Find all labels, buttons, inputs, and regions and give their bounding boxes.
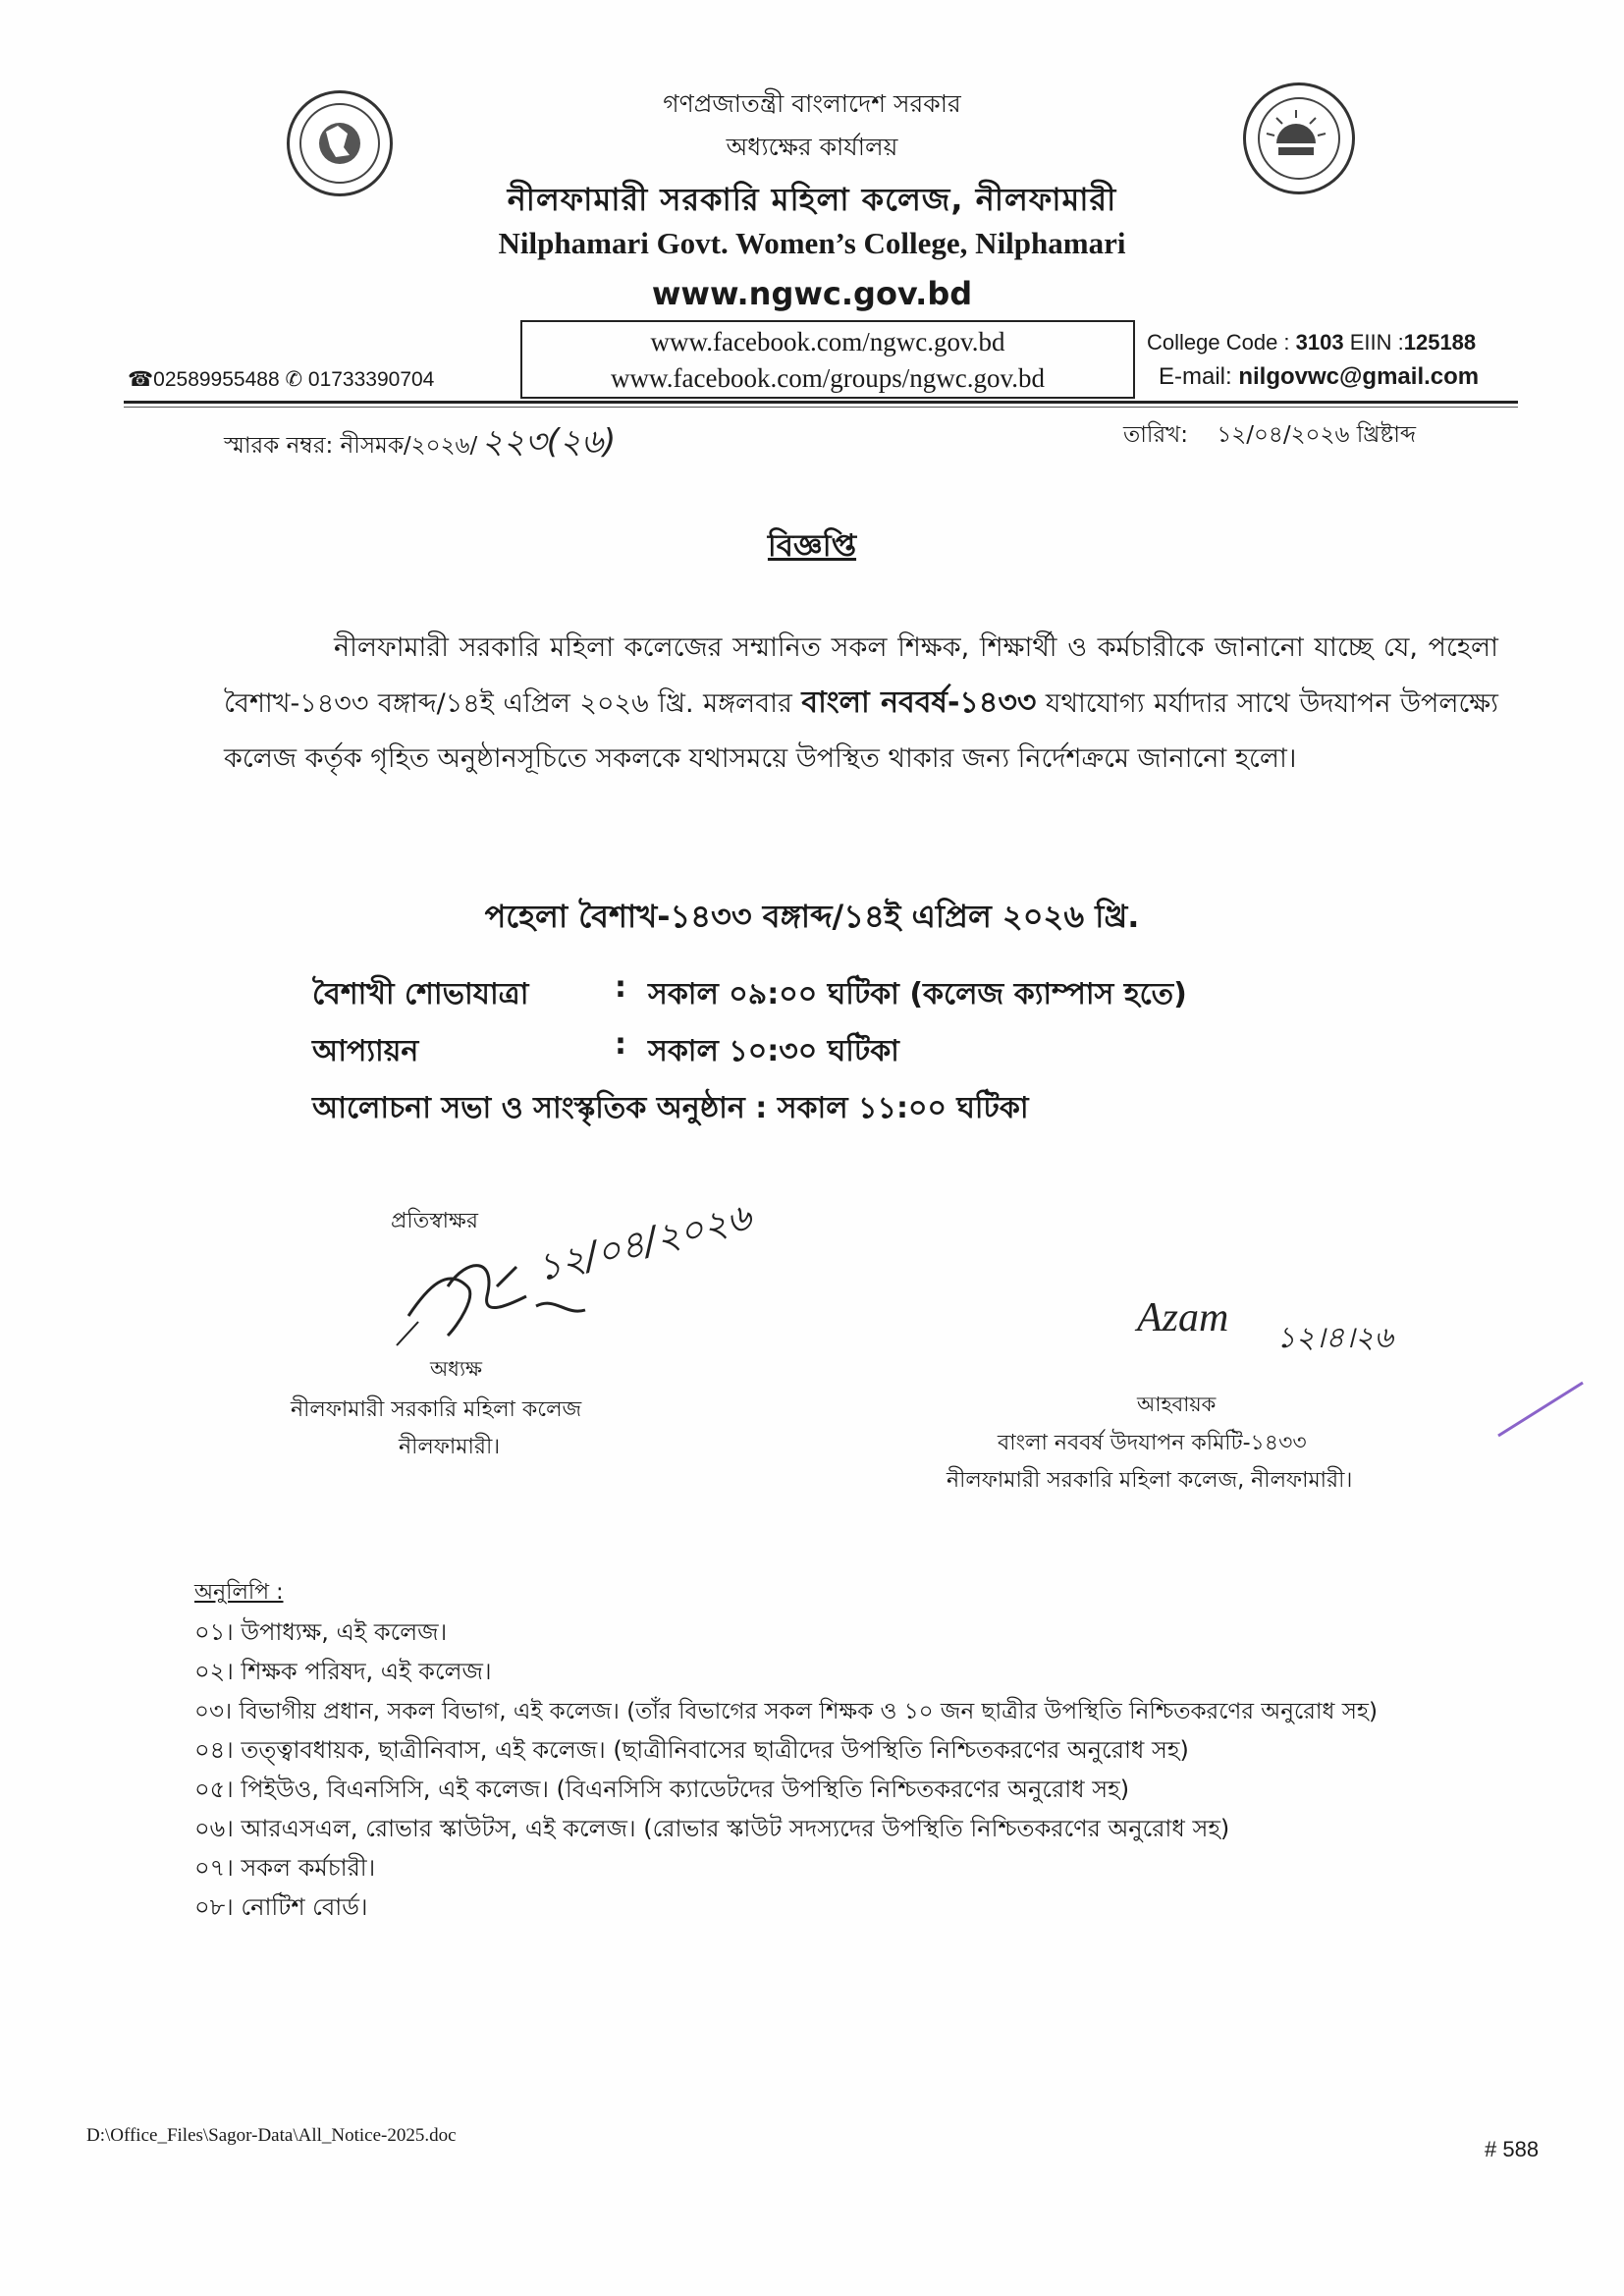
stray-pen-mark bbox=[1492, 1375, 1591, 1444]
facebook-page-link[interactable]: www.facebook.com/ngwc.gov.bd bbox=[650, 327, 1005, 356]
notice-body bbox=[224, 621, 1498, 787]
cc-list bbox=[194, 1614, 1490, 1929]
convener-signature-date: ১২।৪।২৬ bbox=[1276, 1321, 1393, 1355]
program-heading: পহেলা বৈশাখ-১৪৩৩ বঙ্গাব্দ/১৪ই এপ্রিল ২০২৬ খ্রি. bbox=[484, 898, 1140, 935]
college-website[interactable]: www.ngwc.gov.bd bbox=[651, 275, 973, 312]
left-signatory-org: নীলফামারী সরকারি মহিলা কলেজ bbox=[291, 1397, 582, 1422]
cc-label: অনুলিপি : bbox=[194, 1580, 284, 1605]
right-signatory-title: আহবায়ক bbox=[1137, 1393, 1217, 1416]
program-time: সকাল ১০:৩০ ঘটিকা bbox=[648, 1034, 899, 1068]
countersign-label: প্রতিস্বাক্ষর bbox=[391, 1209, 478, 1233]
program-time: সকাল ০৯:০০ ঘটিকা (কলেজ ক্যাম্পাস হতে) bbox=[648, 977, 1187, 1011]
convener-signature: Azam bbox=[1137, 1295, 1229, 1340]
body-part-2: যথাযোগ্য মর্যাদার সাথে উদযাপন উপলক্ষ্যে কলেজ কর্তৃক গৃহিত অনুষ্ঠানসূচিতে সকলকে যথাসময়ে উপস্থিত থাকার জন্য নির্দেশক্রমে জানানো হলো। bbox=[224, 688, 1498, 774]
college-code-value: 3103 bbox=[1295, 330, 1344, 355]
cc-item: ০৮। নোটিশ বোর্ড। bbox=[194, 1893, 368, 1921]
college-name-bn: নীলফামারী সরকারি মহিলা কলেজ, নীলফামারী bbox=[507, 181, 1117, 218]
email-value[interactable]: nilgovwc@gmail.com bbox=[1238, 363, 1480, 390]
cc-item: ০১। উপাধ্যক্ষ, এই কলেজ। bbox=[194, 1618, 448, 1646]
date-label: তারিখ: bbox=[1123, 422, 1189, 448]
memo-handwritten-number: ২২৩(২৬) bbox=[481, 422, 617, 462]
notice-title: বিজ্ঞপ্তি bbox=[767, 528, 857, 564]
program-separator: : bbox=[615, 970, 626, 1005]
program-separator: : bbox=[755, 1091, 768, 1125]
cc-item: ০৬। আরএসএল, রোভার স্কাউটস, এই কলেজ। (রোভার স্কাউট সদস্যদের উপস্থিতি নিশ্চিতকরণের অনুরোধ সহ) bbox=[194, 1815, 1230, 1842]
eiin-label: EIIN : bbox=[1343, 330, 1404, 355]
memo-number bbox=[224, 416, 616, 472]
eiin-value: 125188 bbox=[1403, 330, 1477, 355]
right-signatory-org: নীলফামারী সরকারি মহিলা কলেজ, নীলফামারী। bbox=[947, 1468, 1353, 1493]
program-time: সকাল ১১:০০ ঘটিকা bbox=[777, 1091, 1029, 1125]
cc-item: ০৩। বিভাগীয় প্রধান, সকল বিভাগ, এই কলেজ। (তাঁর বিভাগের সকল শিক্ষক ও ১০ জন ছাত্রীর উপস্থিতি নিশ্চিতকরণের অনুরোধ সহ) bbox=[194, 1699, 1378, 1724]
right-signatory-committee: বাংলা নববর্ষ উদযাপন কমিটি-১৪৩৩ bbox=[998, 1431, 1307, 1455]
header-divider bbox=[124, 401, 1518, 404]
college-name-en: Nilphamari Govt. Women’s College, Nilphamari bbox=[498, 226, 1126, 260]
facebook-group-link[interactable]: www.facebook.com/groups/ngwc.gov.bd bbox=[611, 363, 1045, 393]
date-value: ১২/০৪/২০২৬ খ্রিষ্টাব্দ bbox=[1217, 422, 1417, 448]
program-separator: : bbox=[615, 1027, 626, 1062]
program-event: বৈশাখী শোভাযাত্রা bbox=[312, 977, 529, 1011]
memo-label: স্মারক নম্বর: নীসমক/২০২৬/ bbox=[224, 433, 478, 459]
left-signatory-place: নীলফামারী। bbox=[399, 1435, 501, 1459]
email-label: E-mail: bbox=[1159, 363, 1239, 390]
body-bold-occasion: বাংলা নববর্ষ-১৪৩৩ bbox=[801, 685, 1037, 720]
college-code-label: College Code : bbox=[1147, 330, 1296, 355]
program-row bbox=[312, 1027, 1490, 1084]
cc-item: ০২। শিক্ষক পরিষদ, এই কলেজ। bbox=[194, 1658, 492, 1685]
header-divider-thin bbox=[124, 407, 1518, 408]
email-line bbox=[1159, 363, 1479, 391]
cc-item: ০৭। সকল কর্মচারী। bbox=[194, 1854, 376, 1882]
program-row bbox=[312, 970, 1490, 1027]
program-row bbox=[312, 1084, 1490, 1141]
body-part-1: নীলফামারী সরকারি মহিলা কলেজের সম্মানিত সকল শিক্ষক, শিক্ষার্থী ও কর্মচারীকে জানানো যাচ্ছে যে, পহেলা বৈশাখ-১৪৩৩ বঙ্গাব্দ/১৪ই এপ্রিল ২০২৬ খ্রি. মঙ্গলবার bbox=[224, 632, 1498, 719]
program-event: আপ্যায়ন bbox=[312, 1034, 419, 1068]
college-code-line bbox=[1147, 330, 1476, 355]
facebook-links-box bbox=[520, 320, 1135, 399]
govt-name: গণপ্রজাতন্ত্রী বাংলাদেশ সরকার bbox=[663, 89, 961, 118]
left-signatory-title: অধ্যক্ষ bbox=[430, 1357, 483, 1381]
principal-signature-date: ১২/০৪/২০২৬ bbox=[532, 1194, 756, 1290]
phone-numbers: ☎02589955488 ✆ 01733390704 bbox=[128, 368, 435, 391]
page-number: # 588 bbox=[1485, 2137, 1540, 2161]
program-schedule bbox=[312, 970, 1490, 1141]
office-name: অধ্যক্ষের কার্যালয় bbox=[726, 133, 898, 161]
program-event: আলোচনা সভা ও সাংস্কৃতিক অনুষ্ঠান bbox=[312, 1091, 745, 1125]
memo-date bbox=[1123, 416, 1416, 455]
cc-item: ০৫। পিইউও, বিএনসিসি, এই কলেজ। (বিএনসিসি ক্যাডেটদের উপস্থিতি নিশ্চিতকরণের অনুরোধ সহ) bbox=[194, 1776, 1130, 1803]
file-path: D:\Office_Files\Sagor-Data\All_Notice-2025.doc bbox=[86, 2125, 457, 2146]
cc-item: ০৪। তত্ত্বাবধায়ক, ছাত্রীনিবাস, এই কলেজ। (ছাত্রীনিবাসের ছাত্রীদের উপস্থিতি নিশ্চিতকরণের অনুরোধ সহ) bbox=[194, 1736, 1189, 1764]
